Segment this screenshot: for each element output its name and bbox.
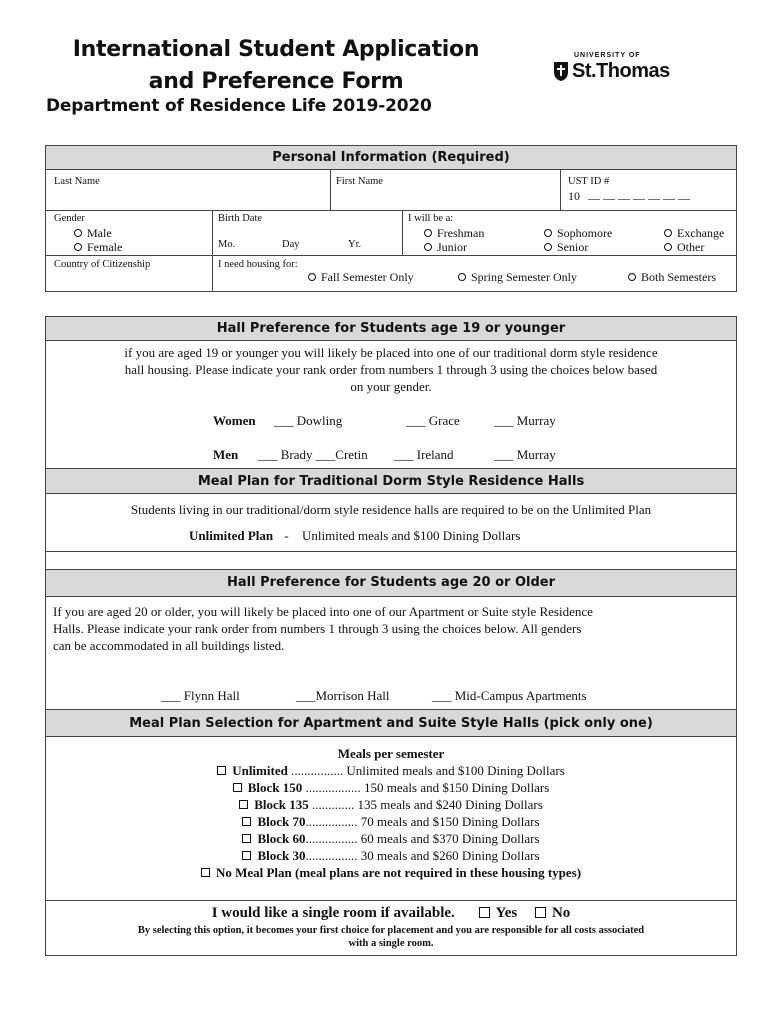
women-option-murray[interactable]: ___ Murray — [494, 413, 556, 428]
radio-circle-icon — [424, 243, 432, 251]
year-junior-radio[interactable]: Junior — [424, 240, 467, 255]
checkbox-icon — [242, 834, 251, 843]
birth-date-label: Birth Date — [218, 213, 263, 224]
hall20-option-midcampus[interactable]: ___ Mid-Campus Apartments — [432, 688, 587, 703]
personal-info-heading: Personal Information (Required) — [46, 146, 736, 170]
housing-label: I need housing for: — [218, 259, 298, 270]
meal-trad-line: Students living in our traditional/dorm style residence halls are required to be on the Unlimited Plan — [130, 502, 652, 517]
will-be-label: I will be a: — [408, 213, 454, 224]
form-title-line2: and Preference Form — [148, 69, 404, 94]
form-title-line1: International Student Application — [72, 37, 480, 62]
checkbox-icon — [242, 851, 251, 860]
checkbox-icon — [201, 868, 210, 877]
meal-trad-plan-name: Unlimited Plan — [189, 528, 274, 543]
radio-circle-icon — [628, 273, 636, 281]
women-option-dowling[interactable]: ___ Dowling — [274, 413, 343, 428]
seal-icon — [552, 60, 570, 82]
birth-year-label[interactable]: Yr. — [348, 239, 362, 250]
women-label: Women — [213, 413, 256, 428]
radio-circle-icon — [664, 243, 672, 251]
housing-fall-radio[interactable]: Fall Semester Only — [308, 270, 414, 285]
hall20-option-morrison[interactable]: ___Morrison Hall — [296, 688, 390, 703]
housing-both-radio[interactable]: Both Semesters — [628, 270, 716, 285]
gender-male-radio[interactable]: Male — [74, 226, 112, 241]
single-room-yes-checkbox[interactable]: Yes — [479, 905, 518, 921]
men-label: Men — [213, 447, 239, 462]
hall20-line1: If you are aged 20 or older, you will likely be placed into one of our Apartment or Suite style Residence — [53, 604, 593, 619]
year-other-radio[interactable]: Other — [664, 240, 704, 255]
hall20-line2: Halls. Please indicate your rank order from numbers 1 through 3 using the choices below. All genders — [53, 621, 582, 636]
radio-circle-icon — [74, 243, 82, 251]
radio-circle-icon — [544, 229, 552, 237]
radio-circle-icon — [424, 229, 432, 237]
men-option-murray[interactable]: ___ Murray — [494, 447, 556, 462]
country-label: Country of Citizenship — [54, 259, 151, 270]
radio-circle-icon — [308, 273, 316, 281]
gender-female-radio[interactable]: Female — [74, 240, 122, 255]
personal-info-section — [45, 145, 737, 292]
meal-trad-plan-sep: - — [284, 528, 289, 543]
men-option-ireland[interactable]: ___ Ireland — [394, 447, 454, 462]
meal-plan-block70[interactable]: Block 70................ 70 meals and $150 Dining Dollars — [46, 814, 736, 830]
checkbox-icon — [535, 907, 546, 918]
form-title — [46, 34, 506, 98]
meal-plan-none[interactable]: No Meal Plan (meal plans are not required in these housing types) — [46, 865, 736, 881]
meal-trad-heading: Meal Plan for Traditional Dorm Style Residence Halls — [46, 468, 736, 494]
radio-circle-icon — [664, 229, 672, 237]
preferences-section — [45, 316, 737, 956]
checkbox-icon — [217, 766, 226, 775]
men-option-brady-cretin[interactable]: ___ Brady ___Cretin — [258, 447, 368, 462]
form-subtitle: Department of Residence Life 2019-2020 — [46, 96, 432, 116]
meal-trad-plan-desc: Unlimited meals and $100 Dining Dollars — [302, 528, 521, 543]
year-exchange-radio[interactable]: Exchange — [664, 226, 724, 241]
birth-day-label[interactable]: Day — [282, 239, 300, 250]
hall19-heading: Hall Preference for Students age 19 or younger — [46, 317, 736, 341]
logo-small-text: UNIVERSITY OF — [574, 52, 641, 59]
year-sophomore-radio[interactable]: Sophomore — [544, 226, 612, 241]
single-room-note2: with a single room. — [348, 938, 434, 949]
hall19-line2: hall housing. Please indicate your rank order from numbers 1 through 3 using the choices below based — [124, 362, 658, 377]
single-room-question: I would like a single room if available. — [211, 905, 455, 921]
ust-id-prefix: 10 — [568, 189, 580, 203]
meal-plan-block135[interactable]: Block 135 ............. 135 meals and $240 Dining Dollars — [46, 797, 736, 813]
meal-trad-plan — [189, 528, 520, 544]
checkbox-icon — [233, 783, 242, 792]
hall19-line3: on your gender. — [350, 379, 432, 394]
radio-circle-icon — [458, 273, 466, 281]
hall19-line1: if you are aged 19 or younger you will likely be placed into one of our traditional dorm style residence — [124, 345, 658, 360]
single-room-no-checkbox[interactable]: No — [535, 905, 570, 921]
birth-month-label[interactable]: Mo. — [218, 239, 236, 250]
first-name-label: First Name — [336, 176, 383, 187]
ust-id-blanks[interactable]: __ __ __ __ __ __ __ — [588, 187, 690, 201]
meal-apt-subheading: Meals per semester — [337, 746, 445, 761]
gender-label: Gender — [54, 213, 85, 224]
checkbox-icon — [239, 800, 248, 809]
hall20-heading: Hall Preference for Students age 20 or Older — [46, 570, 736, 597]
meal-plan-block30[interactable]: Block 30................ 30 meals and $260 Dining Dollars — [46, 848, 736, 864]
last-name-label: Last Name — [54, 176, 100, 187]
meal-plan-block150[interactable]: Block 150 ................. 150 meals and $150 Dining Dollars — [46, 780, 736, 796]
meal-plan-unlimited[interactable]: Unlimited ................ Unlimited meals and $100 Dining Dollars — [46, 763, 736, 779]
meal-plan-block60[interactable]: Block 60................ 60 meals and $370 Dining Dollars — [46, 831, 736, 847]
checkbox-icon — [479, 907, 490, 918]
radio-circle-icon — [544, 243, 552, 251]
logo-main-text: St.Thomas — [572, 60, 670, 82]
checkbox-icon — [242, 817, 251, 826]
meal-apt-heading: Meal Plan Selection for Apartment and Suite Style Halls (pick only one) — [46, 709, 736, 737]
women-option-grace[interactable]: ___ Grace — [406, 413, 460, 428]
year-senior-radio[interactable]: Senior — [544, 240, 588, 255]
housing-spring-radio[interactable]: Spring Semester Only — [458, 270, 577, 285]
radio-circle-icon — [74, 229, 82, 237]
single-room-row — [46, 905, 736, 922]
year-freshman-radio[interactable]: Freshman — [424, 226, 484, 241]
hall20-option-flynn[interactable]: ___ Flynn Hall — [161, 688, 240, 703]
ust-id-label: UST ID # — [568, 176, 610, 187]
single-room-note1: By selecting this option, it becomes your first choice for placement and you are responsible for all costs associated — [137, 925, 645, 936]
university-logo — [552, 52, 692, 88]
hall20-line3: can be accommodated in all buildings listed. — [53, 638, 285, 653]
